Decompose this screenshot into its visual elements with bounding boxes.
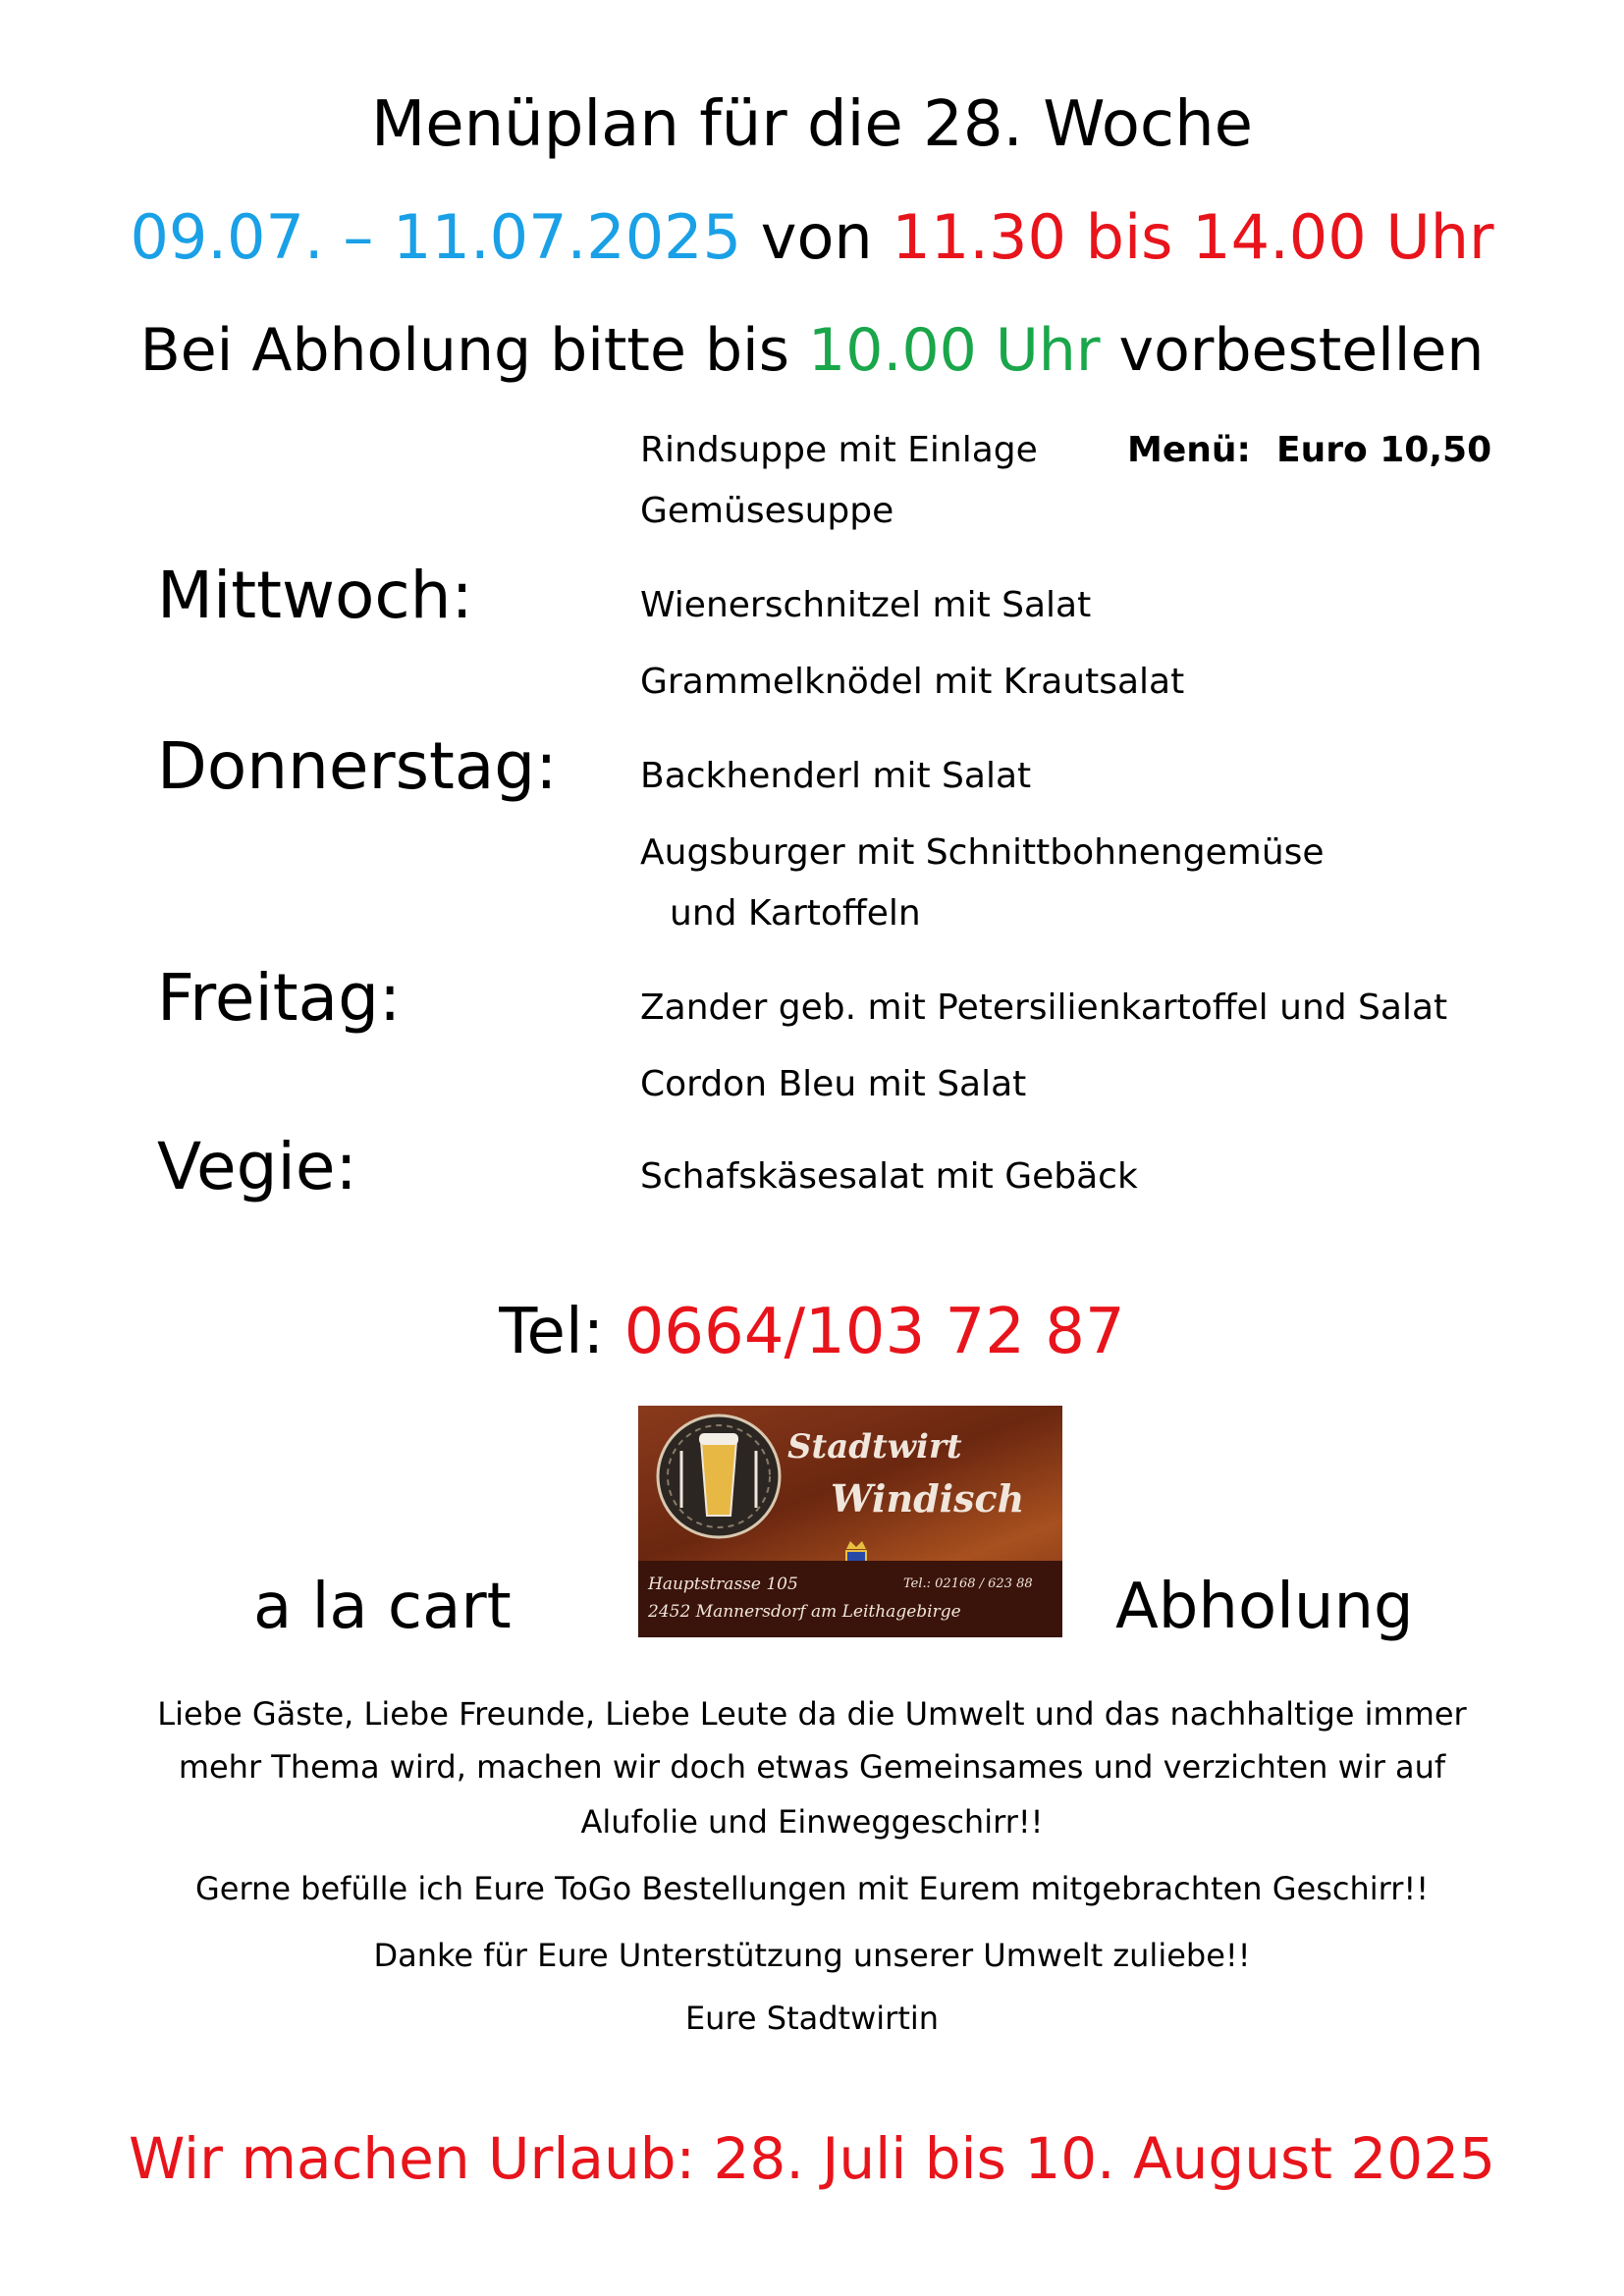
day-vegie: Vegie: (157, 1129, 357, 1204)
soup-1: Rindsuppe mit Einlage (640, 430, 1038, 470)
price-label: Menü: (1127, 430, 1251, 470)
notice-line-4: Gerne befülle ich Eure ToGo Bestellungen mit Eurem mitgebrachten Geschirr!! (194, 1870, 1430, 1907)
telephone-line (0, 1296, 1624, 1368)
vacation-notice: Wir machen Urlaub: 28. Juli bis 10. August 2025 (128, 2125, 1496, 2192)
order-suffix: vorbestellen (1100, 316, 1485, 385)
abholung-text: Abholung (1115, 1571, 1414, 1643)
logo-address1: Hauptstrasse 105 (648, 1575, 798, 1594)
notice-signature: Eure Stadtwirtin (684, 2000, 940, 2037)
logo-line1: Stadtwirt (787, 1427, 962, 1467)
logo-address2: 2452 Mannersdorf am Leithagebirge (648, 1602, 961, 1622)
order-line (0, 316, 1624, 385)
day-wednesday: Mittwoch: (157, 558, 473, 633)
dish-wed-2: Grammelknödel mit Krautsalat (640, 662, 1185, 702)
notice-line-2: mehr Thema wird, machen wir doch etwas Gemeinsames und verzichten wir auf (178, 1748, 1446, 1786)
dish-thu-2: Augsburger mit Schnittbohnengemüse (640, 832, 1325, 873)
telephone-number: 0664/103 72 87 (623, 1296, 1125, 1368)
dish-fri-2: Cordon Bleu mit Salat (640, 1064, 1027, 1104)
telephone-label: Tel: (499, 1296, 624, 1368)
date-line (0, 201, 1624, 273)
page-title: Menüplan für die 28. Woche (370, 88, 1254, 161)
day-thursday: Donnerstag: (157, 728, 558, 804)
logo-phone: Tel.: 02168 / 623 88 (903, 1576, 1033, 1591)
a-la-cart-text: a la cart (253, 1571, 512, 1643)
notice-line-3: Alufolie und Einweggeschirr!! (580, 1803, 1044, 1841)
notice-line-5: Danke für Eure Unterstützung unserer Umwelt zuliebe!! (373, 1937, 1251, 1974)
von-text: von (741, 201, 893, 273)
price-value: Euro 10,50 (1276, 430, 1492, 470)
date-range: 09.07. – 11.07.2025 (130, 201, 742, 273)
dish-thu-1: Backhenderl mit Salat (640, 756, 1032, 796)
dish-fri-1: Zander geb. mit Petersilienkartoffel und Salat (640, 988, 1448, 1028)
order-prefix: Bei Abholung bitte bis (139, 316, 809, 385)
dish-thu-2-cont: und Kartoffeln (670, 893, 921, 934)
logo-line2: Windisch (831, 1476, 1025, 1521)
soup-2: Gemüsesuppe (640, 491, 894, 531)
dish-vegie-1: Schafskäsesalat mit Gebäck (640, 1156, 1138, 1197)
notice-line-1: Liebe Gäste, Liebe Freunde, Liebe Leute da die Umwelt und das nachhaltige immer (157, 1695, 1467, 1733)
logo-band (638, 1561, 1062, 1637)
restaurant-logo (638, 1406, 1062, 1637)
order-time: 10.00 Uhr (808, 316, 1101, 385)
day-friday: Freitag: (157, 960, 402, 1036)
time-range: 11.30 bis 14.00 Uhr (892, 201, 1494, 273)
dish-wed-1: Wienerschnitzel mit Salat (640, 585, 1092, 625)
